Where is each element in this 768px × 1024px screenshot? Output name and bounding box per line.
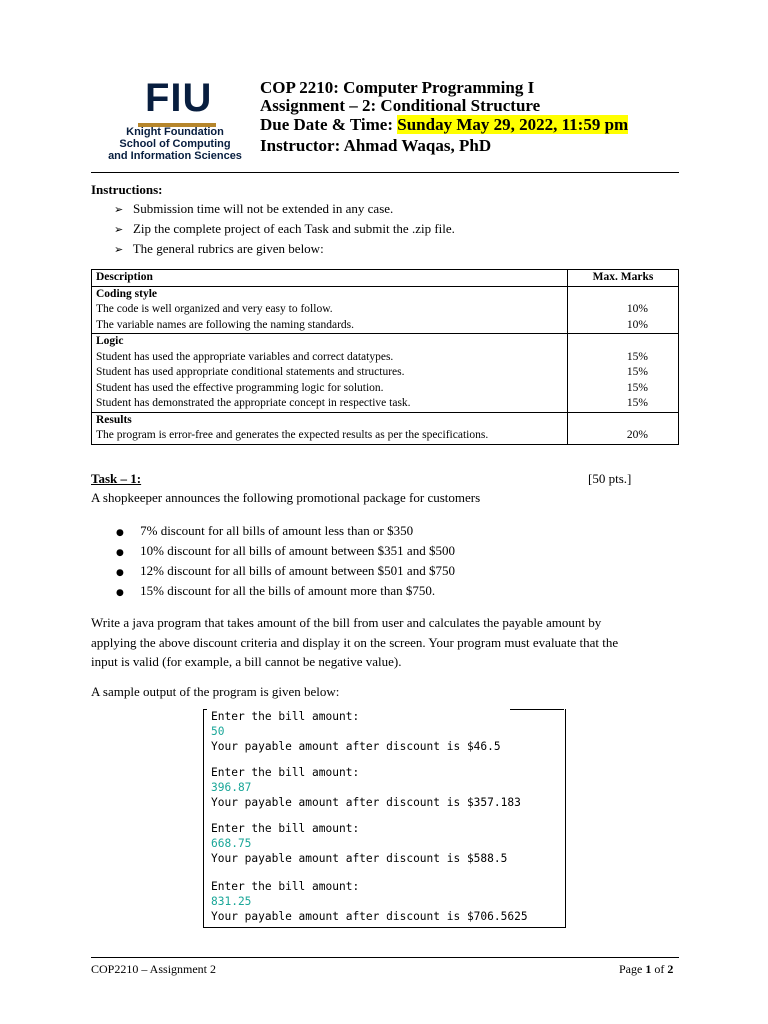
rubric-section-coding-style — [92, 286, 679, 334]
task-1-points: [50 pts.] — [588, 471, 632, 486]
instruction-item — [114, 200, 393, 219]
instruction-text: The general rubrics are given below: — [132, 241, 324, 256]
discount-text: 7% discount for all bills of amount less than or $350 — [140, 523, 414, 538]
criterion: Student has used the appropriate variables and correct datatypes. — [96, 350, 394, 363]
section-title: Results — [96, 413, 132, 426]
bullet-dot-icon: ● — [116, 568, 124, 578]
marks: 20% — [626, 429, 648, 441]
due-date — [260, 114, 628, 136]
criterion: Student has demonstrated the appropriate concept in respective task. — [96, 397, 411, 409]
page-prefix: Page — [619, 962, 643, 976]
rubric-section-results — [92, 412, 679, 444]
bullet-dot-icon: ● — [116, 588, 124, 598]
marks: 10% — [626, 318, 648, 331]
discount-text: 15% discount for all the bills of amount more than $750. — [140, 583, 436, 598]
criterion: The variable names are following the naming standards. — [96, 318, 355, 331]
bullet-dot-icon: ● — [116, 528, 124, 538]
page-of: of — [654, 962, 665, 976]
marks: 10% — [626, 303, 648, 315]
console-input: 831.25 — [211, 895, 252, 908]
rubric-section-logic — [92, 334, 679, 413]
criterion: Student has used appropriate conditional statements and structures. — [96, 366, 405, 378]
criterion: Student has used the effective programming logic for solution. — [96, 381, 384, 394]
discount-item — [116, 562, 455, 582]
fiu-logo — [100, 76, 250, 166]
task-paragraph-line: input is valid (for example, a bill cannot be negative value). — [91, 654, 402, 669]
console-result: Your payable amount after discount is $357.183 — [211, 796, 521, 809]
rubric-header-row — [92, 270, 679, 287]
discount-item — [116, 582, 435, 602]
bullet-dot-icon: ● — [116, 548, 124, 558]
criterion: The program is error-free and generates the expected results as per the specifications. — [96, 429, 489, 441]
console-result: Your payable amount after discount is $588.5 — [211, 852, 508, 865]
footer-divider — [91, 957, 679, 958]
discount-item — [116, 522, 413, 542]
console-input: 50 — [211, 725, 225, 738]
assignment-title: Assignment – 2: Conditional Structure — [260, 96, 541, 115]
instruction-text: Submission time will not be extended in any case. — [132, 201, 394, 216]
section-title: Logic — [96, 335, 124, 347]
console-prompt: Enter the bill amount: — [211, 880, 360, 893]
instructions-heading: Instructions: — [91, 182, 163, 197]
marks: 15% — [626, 381, 648, 394]
section-title: Coding style — [96, 287, 158, 300]
discount-text: 10% discount for all bills of amount between $351 and $500 — [140, 543, 455, 558]
due-label: Due Date & Time: — [260, 115, 393, 134]
task-paragraph-line: Write a java program that takes amount of the bill from user and calculates the payable amount by — [91, 615, 602, 630]
page-total: 2 — [667, 962, 674, 976]
instructor: Instructor: Ahmad Waqas, PhD — [260, 136, 492, 155]
arrow-bullet-icon: ➢ — [114, 223, 124, 236]
page-number — [619, 961, 673, 977]
console-input: 396.87 — [211, 781, 252, 794]
col-description: Description — [92, 270, 568, 287]
instruction-text: Zip the complete project of each Task and submit the .zip file. — [132, 221, 455, 236]
logo-line-1: Knight Foundation — [126, 126, 224, 138]
rubric-table — [91, 269, 679, 445]
footer-course: COP2210 – Assignment 2 — [91, 962, 217, 976]
criterion: The code is well organized and very easy to follow. — [96, 303, 333, 315]
header-divider — [91, 172, 679, 173]
console-result: Your payable amount after discount is $706.5625 — [211, 910, 528, 923]
task-1-title: Task – 1: — [91, 471, 142, 486]
instruction-item — [114, 240, 324, 259]
logo-wordmark: FIU — [145, 76, 213, 120]
discount-text: 12% discount for all bills of amount between $501 and $750 — [140, 563, 455, 578]
task-1-intro: A shopkeeper announces the following promotional package for customers — [91, 490, 481, 505]
sample-output-label: A sample output of the program is given below: — [91, 684, 340, 699]
console-prompt: Enter the bill amount: — [211, 766, 360, 779]
logo-line-2: School of Computing — [119, 138, 231, 150]
console-output — [203, 709, 566, 928]
console-result: Your payable amount after discount is $46.5 — [211, 740, 501, 753]
marks: 15% — [626, 350, 648, 363]
page-current: 1 — [645, 962, 652, 976]
console-input: 668.75 — [211, 837, 252, 850]
arrow-bullet-icon: ➢ — [114, 243, 124, 256]
discount-item — [116, 542, 455, 562]
logo-line-3: and Information Sciences — [108, 150, 242, 162]
marks: 15% — [626, 397, 648, 409]
console-prompt: Enter the bill amount: — [211, 822, 360, 835]
console-prompt: Enter the bill amount: — [211, 710, 360, 723]
task-paragraph-line: applying the above discount criteria and display it on the screen. Your program must evaluate that the — [91, 635, 619, 650]
course-title: COP 2210: Computer Programming I — [260, 78, 535, 97]
col-max-marks: Max. Marks — [568, 270, 679, 287]
due-value: Sunday May 29, 2022, 11:59 pm — [397, 115, 629, 134]
marks: 15% — [626, 366, 648, 378]
instruction-item — [114, 220, 455, 239]
arrow-bullet-icon: ➢ — [114, 203, 124, 216]
